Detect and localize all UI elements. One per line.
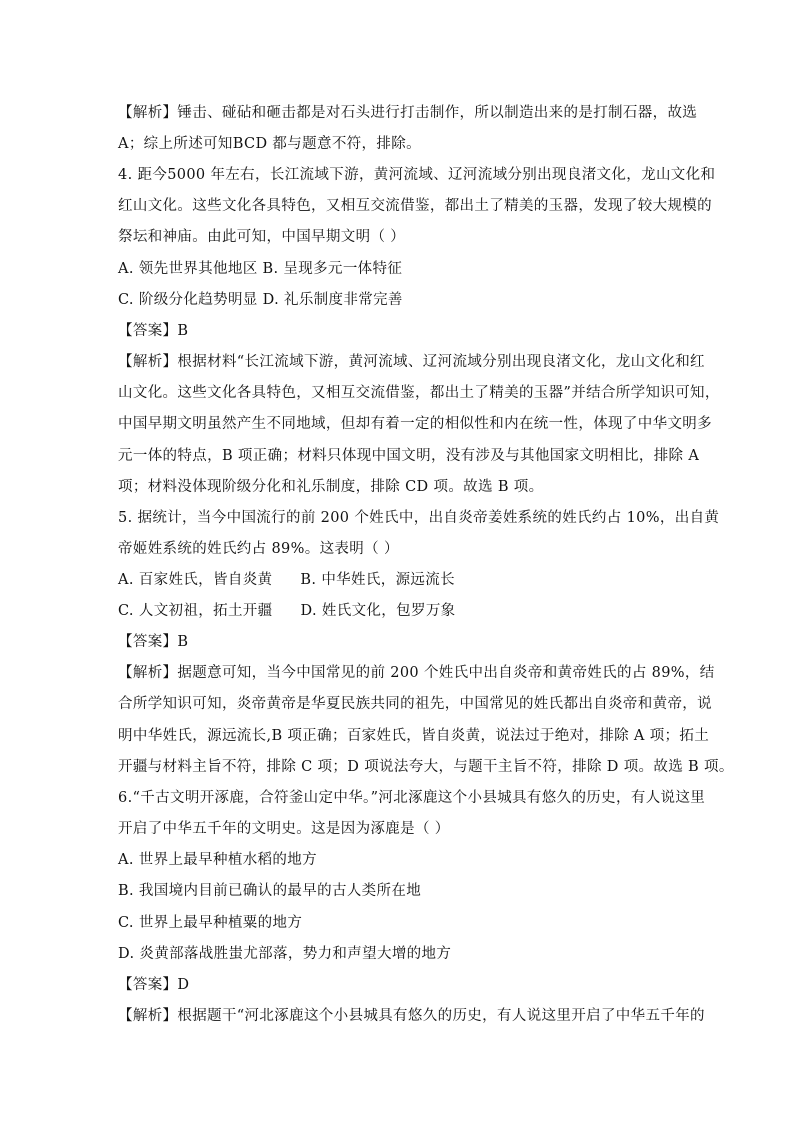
analysis-q4-line-2: 山文化。这些文化各具特色，又相互交流借鉴，都出土了精美的玉器”并结合所学知识可知， — [118, 385, 720, 401]
question-6-option-b: B. 我国境内目前已确认的最早的古人类所在地 — [118, 883, 422, 899]
answer-q4: 【答案】B — [118, 323, 189, 339]
question-4-options-ab: A. 领先世界其他地区 B. 呈现多元一体特征 — [118, 261, 403, 277]
question-5-options-cd — [118, 601, 684, 621]
question-6-option-c: C. 世界上最早种植粟的地方 — [118, 915, 303, 931]
answer-q5: 【答案】B — [118, 634, 189, 650]
analysis-q5-line-2: 合所学知识可知，炎帝黄帝是华夏民族共同的祖先，中国常见的姓氏都出自炎帝和黄帝，说 — [118, 696, 712, 712]
analysis-q4-line-4: 元一体的特点，B 项正确；材料只体现中国文明，没有涉及与其他国家文明相比，排除 A — [118, 448, 700, 464]
question-5-options-ab — [118, 570, 684, 590]
analysis-q4-line-5: 项；材料没体现阶级分化和礼乐制度，排除 CD 项。故选 B 项。 — [118, 479, 544, 495]
question-6-line-1: 6.“千古文明开涿鹿，合符釜山定中华。”河北涿鹿这个小县城具有悠久的历史，有人说这里 — [118, 790, 706, 806]
analysis-q4-line-1: 【解析】根据材料“长江流域下游，黄河流域、辽河流域分别出现良渚文化，龙山文化和红 — [118, 354, 705, 370]
question-5-line-1: 5. 据统计，当今中国流行的前 200 个姓氏中，出自炎帝姜姓系统的姓氏约占 10%，出自黄 — [118, 510, 720, 526]
question-6-line-2: 开启了中华五千年的文明史。这是因为涿鹿是（ ） — [118, 821, 450, 837]
option-a: A. 百家姓氏，皆自炎黄 — [118, 572, 273, 588]
question-4-line-3: 祭坛和神庙。由此可知，中国早期文明（ ） — [118, 229, 406, 245]
option-c: C. 人文初祖，拓土开疆 — [118, 603, 273, 619]
option-d: D. 姓氏文化，包罗万象 — [300, 603, 456, 619]
analysis-q5-line-4: 开疆与材料主旨不符，排除 C 项；D 项说法夸大，与题干主旨不符，排除 D 项。故选 B 项。 — [118, 759, 734, 775]
analysis-q3-line-2: A；综上所述可知BCD 都与题意不符，排除。 — [118, 136, 421, 152]
analysis-q4-line-3: 中国早期文明虽然产生不同地域，但却有着一定的相似性和内在统一性，体现了中华文明多 — [118, 416, 712, 432]
question-4-line-1: 4. 距今5000 年左右，长江流域下游，黄河流域、辽河流域分别出现良渚文化，龙山文化和 — [118, 167, 716, 183]
answer-q6: 【答案】D — [118, 977, 190, 993]
question-5-line-2: 帝姬姓系统的姓氏约占 89%。这表明（ ） — [118, 541, 399, 557]
option-b: B. 中华姓氏，源远流长 — [300, 572, 455, 588]
question-4-options-cd: C. 阶级分化趋势明显 D. 礼乐制度非常完善 — [118, 292, 403, 308]
question-6-option-a: A. 世界上最早种植水稻的地方 — [118, 852, 317, 868]
analysis-q5-line-1: 【解析】据题意可知，当今中国常见的前 200 个姓氏中出自炎帝和黄帝姓氏的占 89%，结 — [118, 665, 715, 681]
question-4-line-2: 红山文化。这些文化各具特色，又相互交流借鉴，都出土了精美的玉器，发现了较大规模的 — [118, 198, 712, 214]
question-6-option-d: D. 炎黄部落战胜蚩尤部落，势力和声望大增的地方 — [118, 946, 452, 962]
analysis-q5-line-3: 明中华姓氏，源远流长,B 项正确；百家姓氏，皆自炎黄，说法过于绝对，排除 A 项；拓土 — [118, 728, 710, 744]
analysis-q6-line-1: 【解析】根据题干“河北涿鹿这个小县城具有悠久的历史，有人说这里开启了中华五千年的 — [118, 1008, 705, 1024]
analysis-q3-line-1: 【解析】锤击、碰砧和砸击都是对石头进行打击制作，所以制造出来的是打制石器，故选 — [118, 105, 698, 121]
